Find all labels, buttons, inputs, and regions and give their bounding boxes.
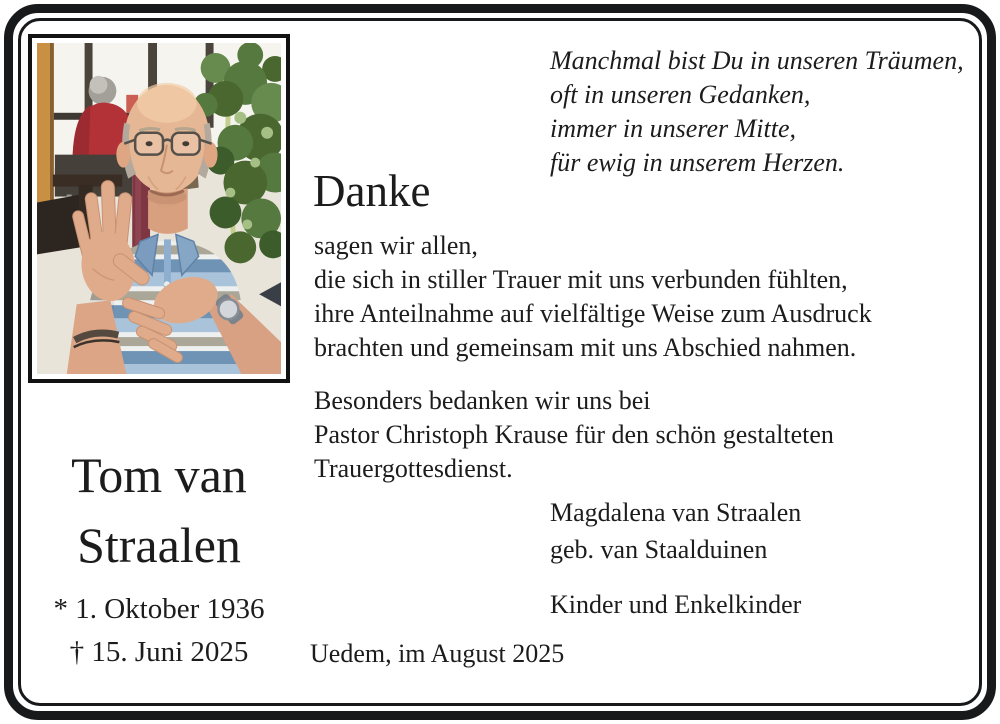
thanks-paragraph-2 <box>314 384 834 486</box>
life-dates <box>28 588 290 674</box>
deceased-name-block <box>28 440 290 674</box>
birth-date: * 1. Oktober 1936 <box>53 593 265 625</box>
deceased-name-line2: Straalen <box>77 517 241 573</box>
place-date: Uedem, im August 2025 <box>310 639 565 668</box>
paragraph-line: die sich in stiller Trauer mit uns verbunden fühlten, <box>314 265 848 294</box>
poem-line: oft in unseren Gedanken, <box>550 80 811 109</box>
deceased-photo <box>37 43 281 374</box>
poem-line: Manchmal bist Du in unseren Träumen, <box>550 46 964 75</box>
paragraph-line: Pastor Christoph Krause für den schön gestalteten <box>314 420 834 449</box>
thanks-heading: Danke <box>313 166 431 216</box>
signature-block <box>550 494 801 623</box>
death-date: † 15. Juni 2025 <box>69 636 249 668</box>
paragraph-line: Besonders bedanken wir uns bei <box>314 386 651 415</box>
photo-frame <box>28 34 290 383</box>
paragraph-line: sagen wir allen, <box>314 231 478 260</box>
thanks-paragraph-1 <box>314 229 872 365</box>
memorial-poem <box>550 44 964 180</box>
poem-line: immer in unserer Mitte, <box>550 114 796 143</box>
deceased-name-line1: Tom van <box>71 447 247 503</box>
wristwatch <box>219 299 239 319</box>
paragraph-line: Trauergottesdienst. <box>314 454 513 483</box>
signature-children: Kinder und Enkelkinder <box>550 590 802 619</box>
paragraph-line: ihre Anteilnahme auf vielfältige Weise zum Ausdruck <box>314 299 872 328</box>
signature-widow-name: Magdalena van Straalen <box>550 498 802 527</box>
poem-line: für ewig in unserem Herzen. <box>550 148 845 177</box>
signature-maiden-name: geb. van Staalduinen <box>550 535 768 564</box>
paragraph-line: brachten und gemeinsam mit uns Abschied nahmen. <box>314 333 857 362</box>
